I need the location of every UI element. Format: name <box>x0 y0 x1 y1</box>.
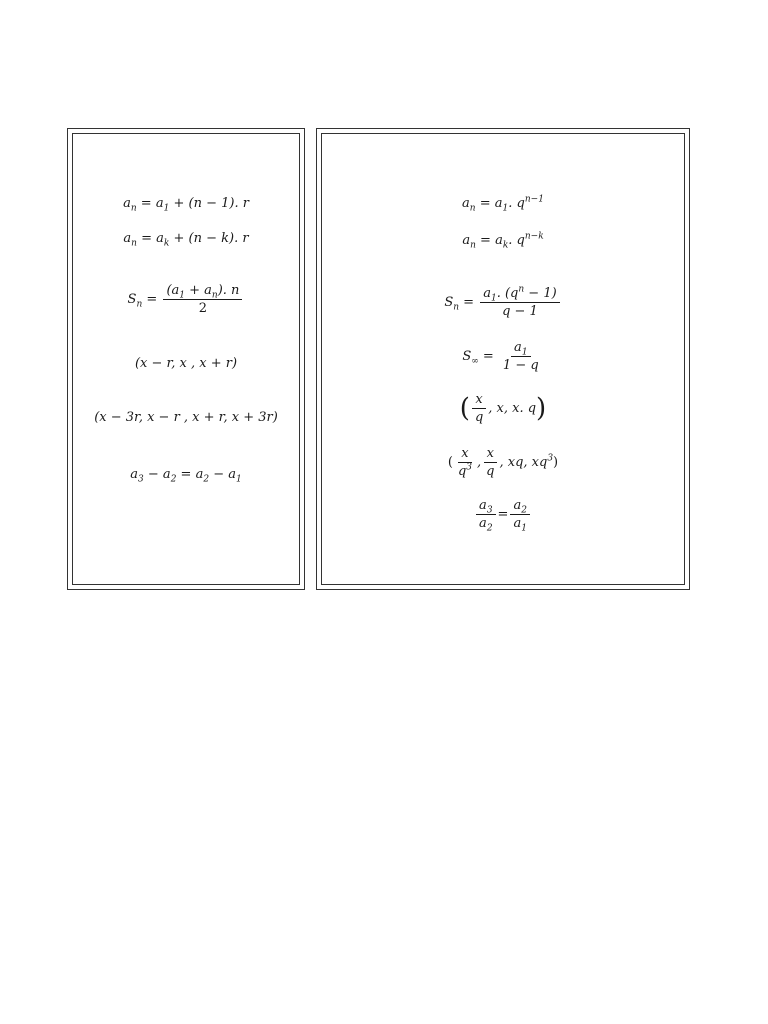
four-term-geometric-sequence <box>317 447 689 478</box>
subscript: n <box>469 203 476 214</box>
expression: ). n <box>217 283 240 298</box>
subscript: 2 <box>521 505 527 516</box>
geometric-general-term <box>317 194 689 214</box>
denominator: q <box>486 464 495 479</box>
expression: + a <box>185 283 212 298</box>
symbol: a <box>483 286 491 301</box>
comma: , <box>477 455 482 470</box>
denominator: 2 <box>198 301 208 316</box>
exponent: n−k <box>524 231 544 242</box>
numerator <box>511 341 531 357</box>
subscript: k <box>502 240 509 251</box>
arithmetic-term-from-k <box>68 231 304 249</box>
equals-sign: = <box>479 196 491 211</box>
subscript: n <box>211 290 218 301</box>
subscript: n <box>131 238 137 249</box>
exponent: n−1 <box>524 194 544 205</box>
symbol: a <box>123 231 132 246</box>
subscript: n <box>130 203 137 214</box>
equals-sign: = <box>141 231 153 246</box>
fraction <box>476 498 496 534</box>
fraction <box>483 447 497 478</box>
exponent: 3 <box>547 453 554 464</box>
subscript: 1 <box>163 203 170 214</box>
symbol: a <box>479 516 487 531</box>
exponent: 3 <box>466 462 472 473</box>
subscript: 1 <box>490 293 497 304</box>
equals-sign: = <box>140 196 152 211</box>
numerator <box>510 499 530 515</box>
symbol: S <box>127 292 137 307</box>
numerator <box>476 499 496 515</box>
expression: , x, x. q <box>488 401 537 416</box>
symbol: a <box>462 233 471 248</box>
subscript: ∞ <box>471 356 479 367</box>
expression: . q <box>508 196 525 211</box>
arithmetic-sum <box>68 284 304 315</box>
subscript: 1 <box>521 347 528 358</box>
geometric-ratio-relation <box>317 498 689 534</box>
symbol: a <box>495 233 503 248</box>
geometric-formulas-box <box>316 128 690 590</box>
denominator <box>455 463 475 478</box>
equals-sign: = <box>482 349 494 364</box>
expression: (x − 3r, x − r , x + r, x + 3r) <box>94 410 278 425</box>
three-term-geometric-sequence <box>317 393 689 424</box>
subscript: 1 <box>502 203 509 214</box>
denominator <box>510 515 530 534</box>
subscript: n <box>136 299 143 310</box>
denominator <box>476 515 496 534</box>
subscript: 2 <box>203 474 210 485</box>
numerator: x <box>472 393 485 409</box>
three-term-arithmetic-sequence <box>68 357 304 370</box>
subscript: 3 <box>486 505 493 516</box>
fraction <box>472 393 486 424</box>
four-term-arithmetic-sequence <box>68 411 304 424</box>
right-parenthesis: ) <box>553 455 559 470</box>
right-parenthesis: ) <box>536 393 547 424</box>
subscript: 2 <box>170 474 177 485</box>
symbol: a <box>462 196 470 211</box>
numerator <box>163 284 242 300</box>
expression: − a <box>143 467 171 482</box>
subscript: 1 <box>521 523 527 534</box>
exponent: n <box>518 284 525 295</box>
expression: . q <box>508 233 525 248</box>
expression: − 1) <box>524 286 557 301</box>
denominator: 1 − q <box>502 358 539 373</box>
symbol: a <box>155 196 164 211</box>
arithmetic-general-term <box>68 196 304 214</box>
subscript: 1 <box>236 474 242 485</box>
equals-sign: = <box>480 233 491 248</box>
equals-sign: = <box>463 295 475 310</box>
expression: (a <box>166 283 180 298</box>
symbol: a <box>130 467 139 482</box>
symbol: a <box>514 340 522 355</box>
numerator: x <box>484 447 497 463</box>
expression: . (q <box>496 286 519 301</box>
fraction <box>480 284 559 319</box>
subscript: 2 <box>486 523 493 534</box>
geometric-term-from-k <box>317 231 689 251</box>
subscript: 3 <box>138 474 144 485</box>
symbol: S <box>462 349 472 364</box>
symbol: a <box>156 231 164 246</box>
expression: + (n − 1). r <box>173 196 249 211</box>
arithmetic-formulas-box <box>67 128 305 590</box>
symbol: S <box>444 295 454 310</box>
equals-sign: = <box>497 507 509 522</box>
numerator <box>480 284 559 304</box>
expression: − a <box>209 467 236 482</box>
symbol: a <box>479 498 487 513</box>
symbol: a <box>123 196 131 211</box>
left-parenthesis: ( <box>447 455 453 470</box>
left-parenthesis: ( <box>459 393 470 424</box>
subscript: 1 <box>179 290 185 301</box>
expression: + (n − k). r <box>173 231 249 246</box>
subscript: k <box>163 238 170 249</box>
fraction <box>163 284 242 315</box>
fraction <box>510 498 530 534</box>
fraction <box>500 341 542 372</box>
numerator: x <box>458 447 471 463</box>
symbol: a <box>494 196 503 211</box>
expression: (x − r, x , x + r) <box>134 356 238 371</box>
equals-sign: = <box>146 292 158 307</box>
geometric-infinite-sum <box>317 341 689 372</box>
fraction <box>455 447 475 478</box>
expression: , xq, xq <box>499 455 548 470</box>
denominator: q <box>474 410 484 425</box>
subscript: n <box>453 302 460 313</box>
geometric-sum <box>317 284 689 319</box>
subscript: n <box>470 240 476 251</box>
symbol: a <box>513 516 522 531</box>
expression: = a <box>176 467 204 482</box>
symbol: q <box>457 464 467 479</box>
symbol: a <box>513 498 522 513</box>
denominator: q − 1 <box>502 304 538 319</box>
arithmetic-difference-relation <box>68 467 304 485</box>
